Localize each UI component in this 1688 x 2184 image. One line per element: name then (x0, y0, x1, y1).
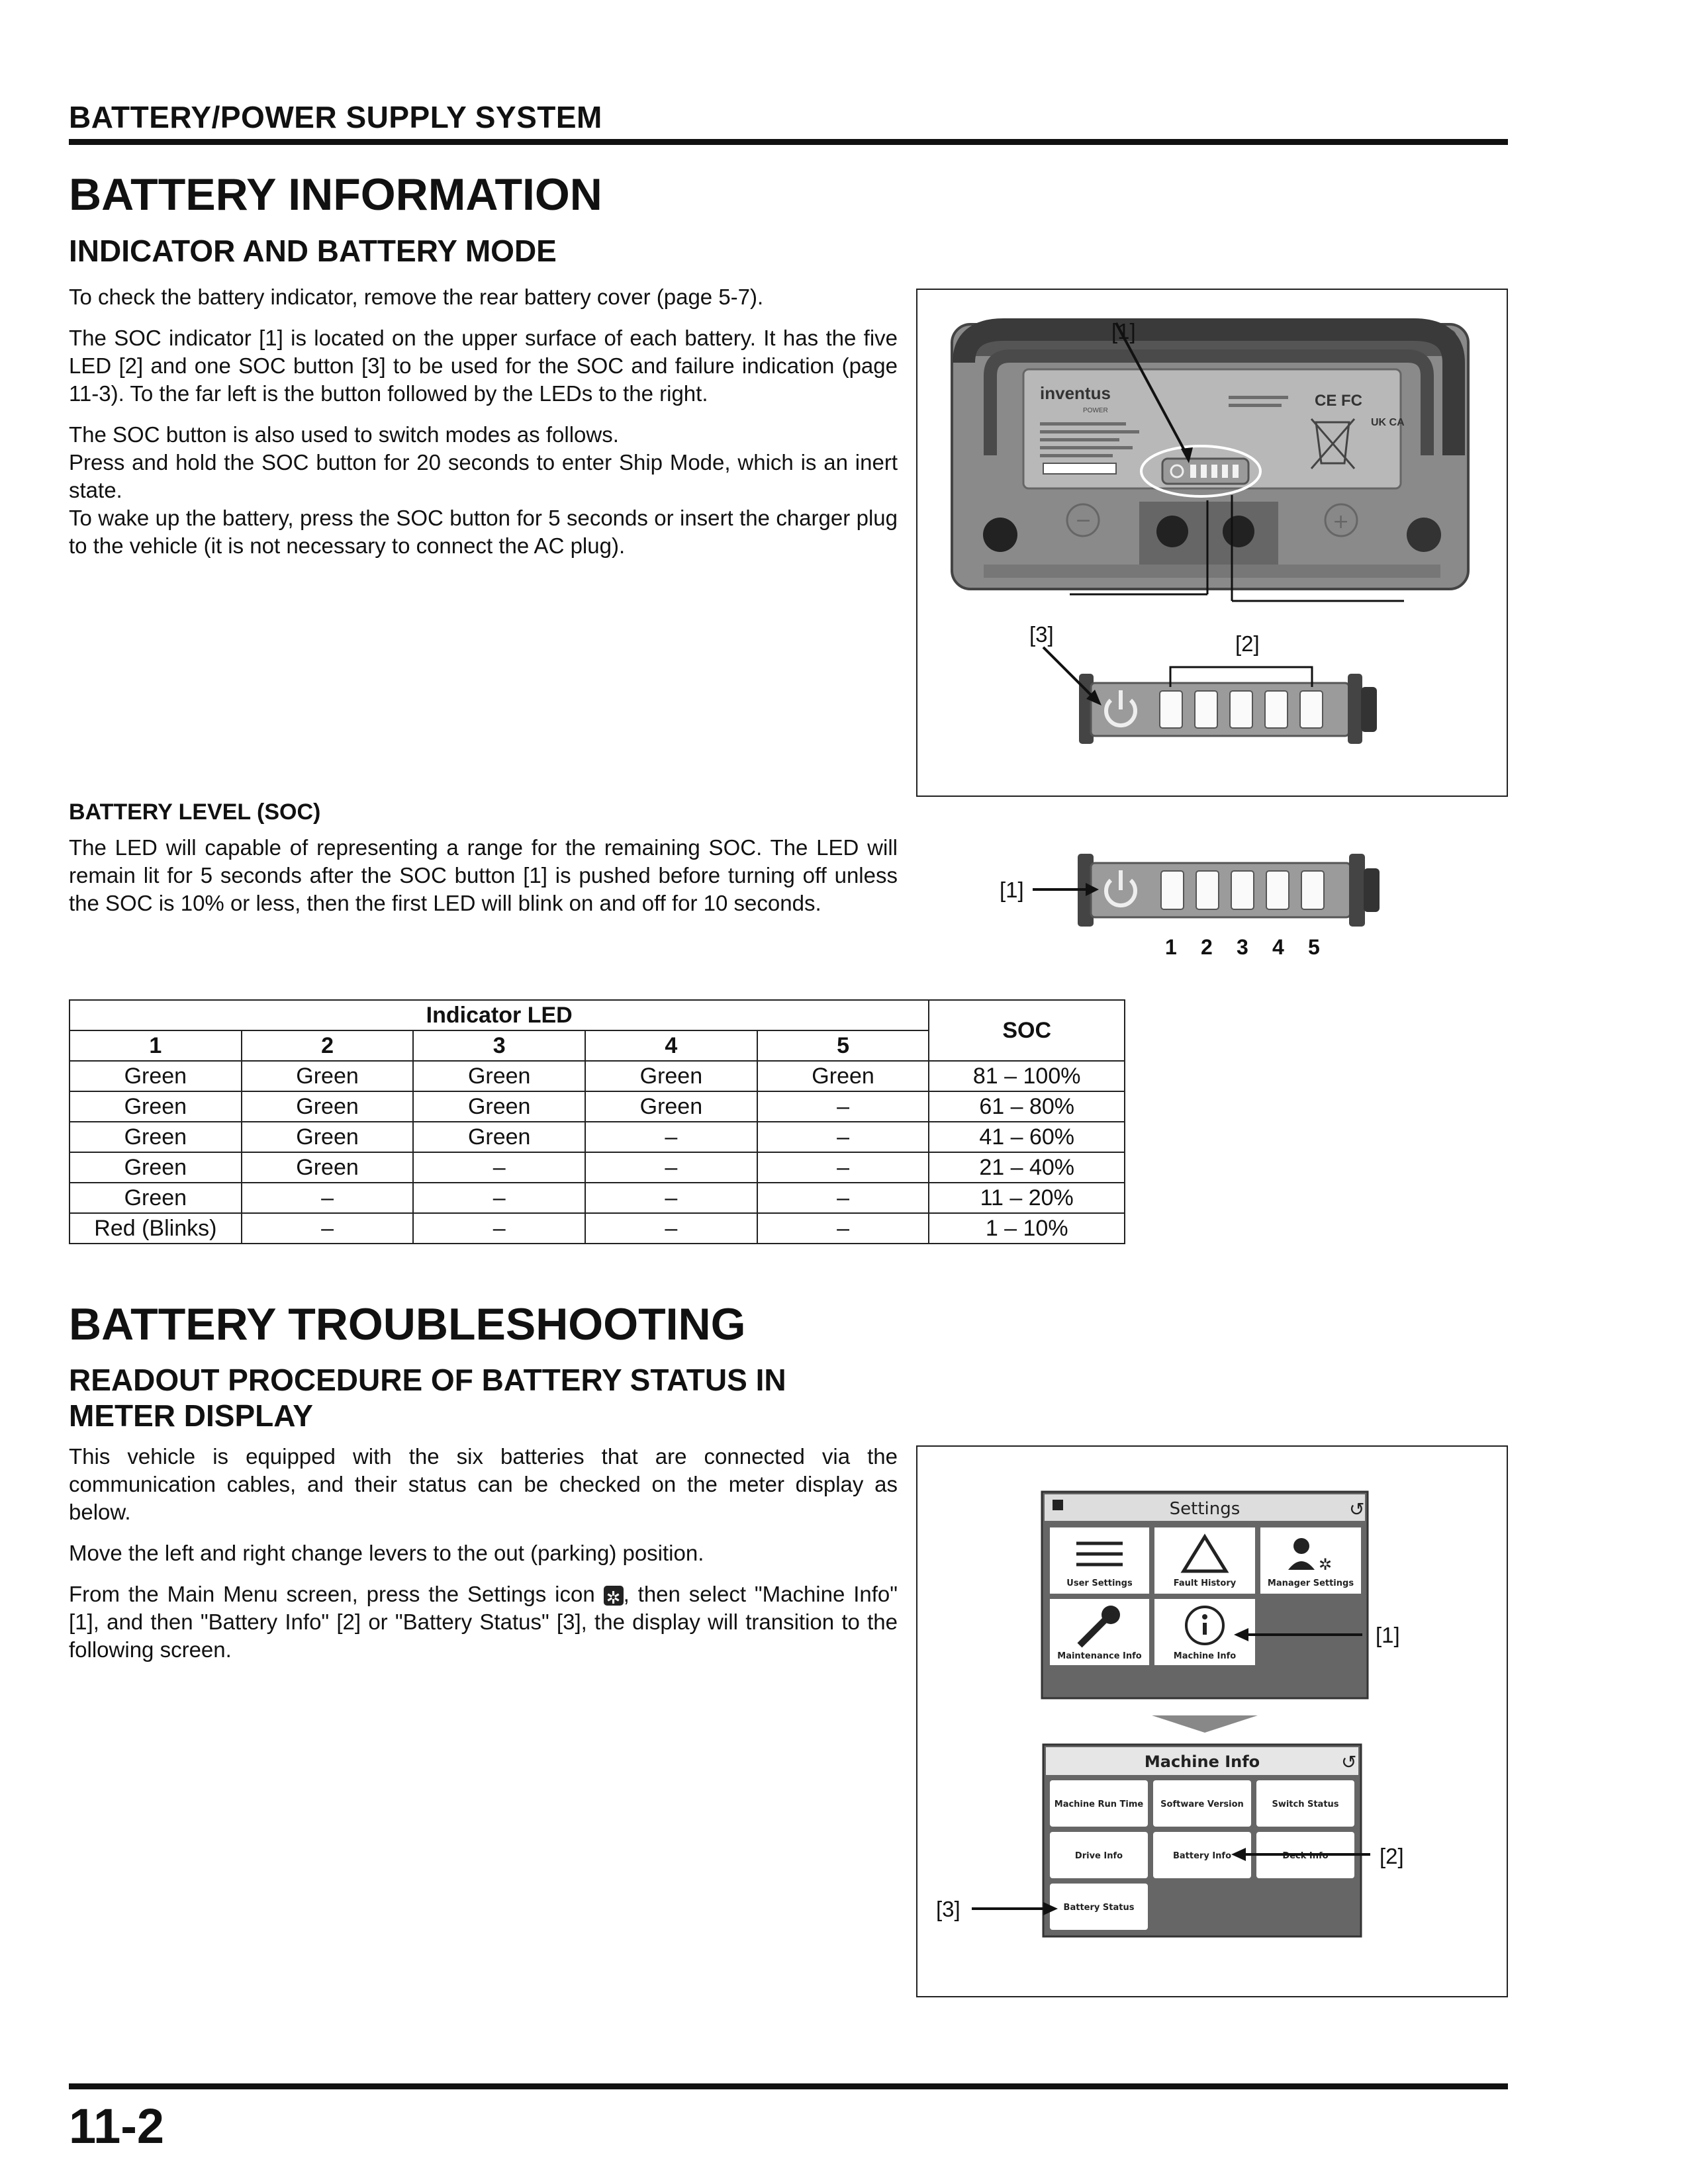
led-number-3: 3 (1237, 935, 1248, 959)
paragraph: To check the battery indicator, remove the rear battery cover (page 5-7). (69, 285, 764, 309)
table-cell: – (242, 1183, 414, 1213)
table-cell: Green (413, 1122, 585, 1152)
lock-icon (1053, 1500, 1063, 1510)
meter-display-illustration (917, 1447, 1507, 1996)
table-row (70, 1213, 1125, 1244)
troubleshooting-title: BATTERY TROUBLESHOOTING (69, 1299, 746, 1349)
tile-label: Deck Info (1282, 1851, 1329, 1861)
machine-tile-drive-info[interactable] (1050, 1832, 1148, 1878)
tile-label: Switch Status (1272, 1799, 1339, 1809)
paragraph: Move the left and right change levers to the out (parking) position. (69, 1541, 704, 1565)
soc-indicator-figure (1000, 841, 1410, 973)
battery-figure (916, 289, 1508, 797)
table-cell: – (242, 1213, 414, 1244)
table-cell: – (757, 1091, 929, 1122)
machine-tile-software-version[interactable] (1153, 1780, 1251, 1827)
back-icon: ↺ (1341, 1751, 1357, 1773)
paragraph (69, 1580, 898, 1664)
troubleshooting-text (69, 1443, 898, 1677)
meter-callout-3: [3] (936, 1897, 961, 1921)
callout-3: [3] (1029, 622, 1054, 647)
table-cell: Green (242, 1061, 414, 1091)
meter-callout-2: [2] (1380, 1844, 1404, 1868)
table-cell: Red (Blinks) (70, 1213, 242, 1244)
table-cell: – (757, 1213, 929, 1244)
tile-label: Battery Info (1172, 1851, 1232, 1861)
svg-text:−: − (1075, 509, 1092, 532)
paragraph: The LED will capable of representing a range for the remaining SOC. The LED will remain lit for 5 seconds after the SOC button [1] is pushed before turning off unless the SOC is 10% or less, then the first LED will blink on and off for 10 seconds. (69, 835, 898, 915)
led-number-4: 4 (1272, 935, 1284, 959)
tile-label: Software Version (1160, 1799, 1244, 1809)
table-row (70, 1183, 1125, 1213)
settings-tile-manager[interactable] (1260, 1527, 1361, 1594)
tile-label: Machine Info (1173, 1651, 1237, 1661)
table-cell: – (585, 1122, 757, 1152)
table-cell: – (585, 1152, 757, 1183)
table-cell: – (585, 1213, 757, 1244)
battery-level-title: BATTERY LEVEL (SOC) (69, 799, 321, 825)
tile-label: Maintenance Info (1057, 1651, 1142, 1661)
battery-illustration (917, 290, 1507, 796)
soc-header: SOC (929, 1000, 1125, 1061)
column-header: 3 (413, 1030, 585, 1061)
meter-display-figure (916, 1445, 1508, 1997)
svg-text:+: + (1333, 510, 1350, 533)
table-cell: – (757, 1183, 929, 1213)
battery-level-text (69, 834, 898, 931)
table-cell: 21 – 40% (929, 1152, 1125, 1183)
led-number-1: 1 (1165, 935, 1177, 959)
table-cell: – (757, 1122, 929, 1152)
brand-logo: inventus (1040, 383, 1111, 403)
brand-sub: POWER (1083, 407, 1108, 414)
table-row (70, 1122, 1125, 1152)
column-header: 4 (585, 1030, 757, 1061)
paragraph: The SOC button is also used to switch modes as follows. (69, 422, 619, 447)
column-header: 5 (757, 1030, 929, 1061)
paragraph: To wake up the battery, press the SOC button for 5 seconds or insert the charger plug to the vehicle (it is not necessary to connect the AC plug). (69, 506, 898, 558)
column-header: 1 (70, 1030, 242, 1061)
svg-text:✲: ✲ (1319, 1555, 1333, 1574)
table-cell: Green (413, 1061, 585, 1091)
settings-tile-user[interactable] (1050, 1527, 1149, 1594)
led-number-5: 5 (1308, 935, 1320, 959)
tile-label: Manager Settings (1267, 1578, 1354, 1588)
tile-label: User Settings (1066, 1578, 1133, 1588)
section-header: BATTERY/POWER SUPPLY SYSTEM (69, 100, 602, 134)
tile-label: Fault History (1173, 1578, 1237, 1588)
machine-tile-switch-status[interactable] (1256, 1780, 1354, 1827)
paragraph: The SOC indicator [1] is located on the upper surface of each battery. It has the five LED [2] and one SOC button [3] to be used for the SOC and failure indication (page 11-3). To the far left is the button followed by the LEDs to the right. (69, 326, 898, 406)
led-number-2: 2 (1201, 935, 1213, 959)
readout-subtitle-line1: READOUT PROCEDURE OF BATTERY STATUS IN (69, 1363, 786, 1397)
table-cell: 61 – 80% (929, 1091, 1125, 1122)
settings-tile-maintenance[interactable] (1050, 1599, 1149, 1665)
cert-marks: CE FC (1315, 392, 1362, 410)
table-cell: 41 – 60% (929, 1122, 1125, 1152)
table-row (70, 1061, 1125, 1091)
machine-info-screen-title: Machine Info (1144, 1752, 1260, 1771)
table-row (70, 1152, 1125, 1183)
tile-label: Machine Run Time (1054, 1799, 1144, 1809)
table-cell: Green (585, 1061, 757, 1091)
battery-information-title: BATTERY INFORMATION (69, 169, 602, 220)
table-cell: Green (413, 1091, 585, 1122)
table-cell: Green (70, 1122, 242, 1152)
tile-label: Battery Status (1063, 1903, 1135, 1913)
table-cell: – (413, 1183, 585, 1213)
ukca-mark: UK CA (1371, 417, 1405, 428)
down-arrow-icon (1152, 1715, 1258, 1733)
paragraph-end: , then select "Machine Info" [1], and then "Battery Info" [2] or "Battery Status" [3], the display will transition to the following screen. (69, 1582, 898, 1662)
paragraph: Press and hold the SOC button for 20 seconds to enter Ship Mode, which is an inert state. (69, 450, 898, 502)
paragraph-start: From the Main Menu screen, press the Settings icon (69, 1582, 595, 1606)
settings-screen-title: Settings (1169, 1499, 1241, 1519)
footer-rule (69, 2083, 1508, 2089)
table-cell: Green (757, 1061, 929, 1091)
soc-callout-1: [1] (1000, 878, 1024, 902)
back-icon: ↺ (1349, 1498, 1365, 1520)
machine-tile-battery-status[interactable] (1050, 1884, 1148, 1930)
table-cell: – (413, 1152, 585, 1183)
indicator-led-header: Indicator LED (70, 1000, 929, 1030)
machine-tile-run-time[interactable] (1050, 1780, 1148, 1827)
column-header: 2 (242, 1030, 414, 1061)
table-cell: Green (70, 1183, 242, 1213)
callout-1: [1] (1111, 319, 1136, 343)
table-cell: Green (70, 1061, 242, 1091)
page-number: 11-2 (69, 2099, 165, 2154)
table-cell: 11 – 20% (929, 1183, 1125, 1213)
table-cell: Green (242, 1122, 414, 1152)
table-cell: – (757, 1152, 929, 1183)
table-row (70, 1091, 1125, 1122)
table-cell: Green (242, 1091, 414, 1122)
table-cell: Green (70, 1091, 242, 1122)
paragraph: This vehicle is equipped with the six batteries that are connected via the communication cables, and their status can be checked on the meter display as below. (69, 1444, 898, 1524)
indicator-mode-subtitle: INDICATOR AND BATTERY MODE (69, 234, 557, 268)
readout-subtitle-line2: METER DISPLAY (69, 1398, 313, 1433)
settings-tile-fault-history[interactable] (1154, 1527, 1255, 1594)
soc-indicator-illustration (1000, 841, 1410, 973)
table-cell: Green (242, 1152, 414, 1183)
table-cell: 81 – 100% (929, 1061, 1125, 1091)
table-cell: – (585, 1183, 757, 1213)
table-cell: Green (585, 1091, 757, 1122)
indicator-mode-text (69, 283, 898, 560)
table-cell: Green (70, 1152, 242, 1183)
soc-table (69, 999, 1125, 1244)
table-cell: – (413, 1213, 585, 1244)
settings-icon (604, 1586, 624, 1606)
callout-2: [2] (1235, 631, 1260, 656)
tile-label: Drive Info (1074, 1851, 1123, 1861)
meter-callout-1: [1] (1376, 1623, 1400, 1647)
table-cell: 1 – 10% (929, 1213, 1125, 1244)
header-rule (69, 139, 1508, 145)
